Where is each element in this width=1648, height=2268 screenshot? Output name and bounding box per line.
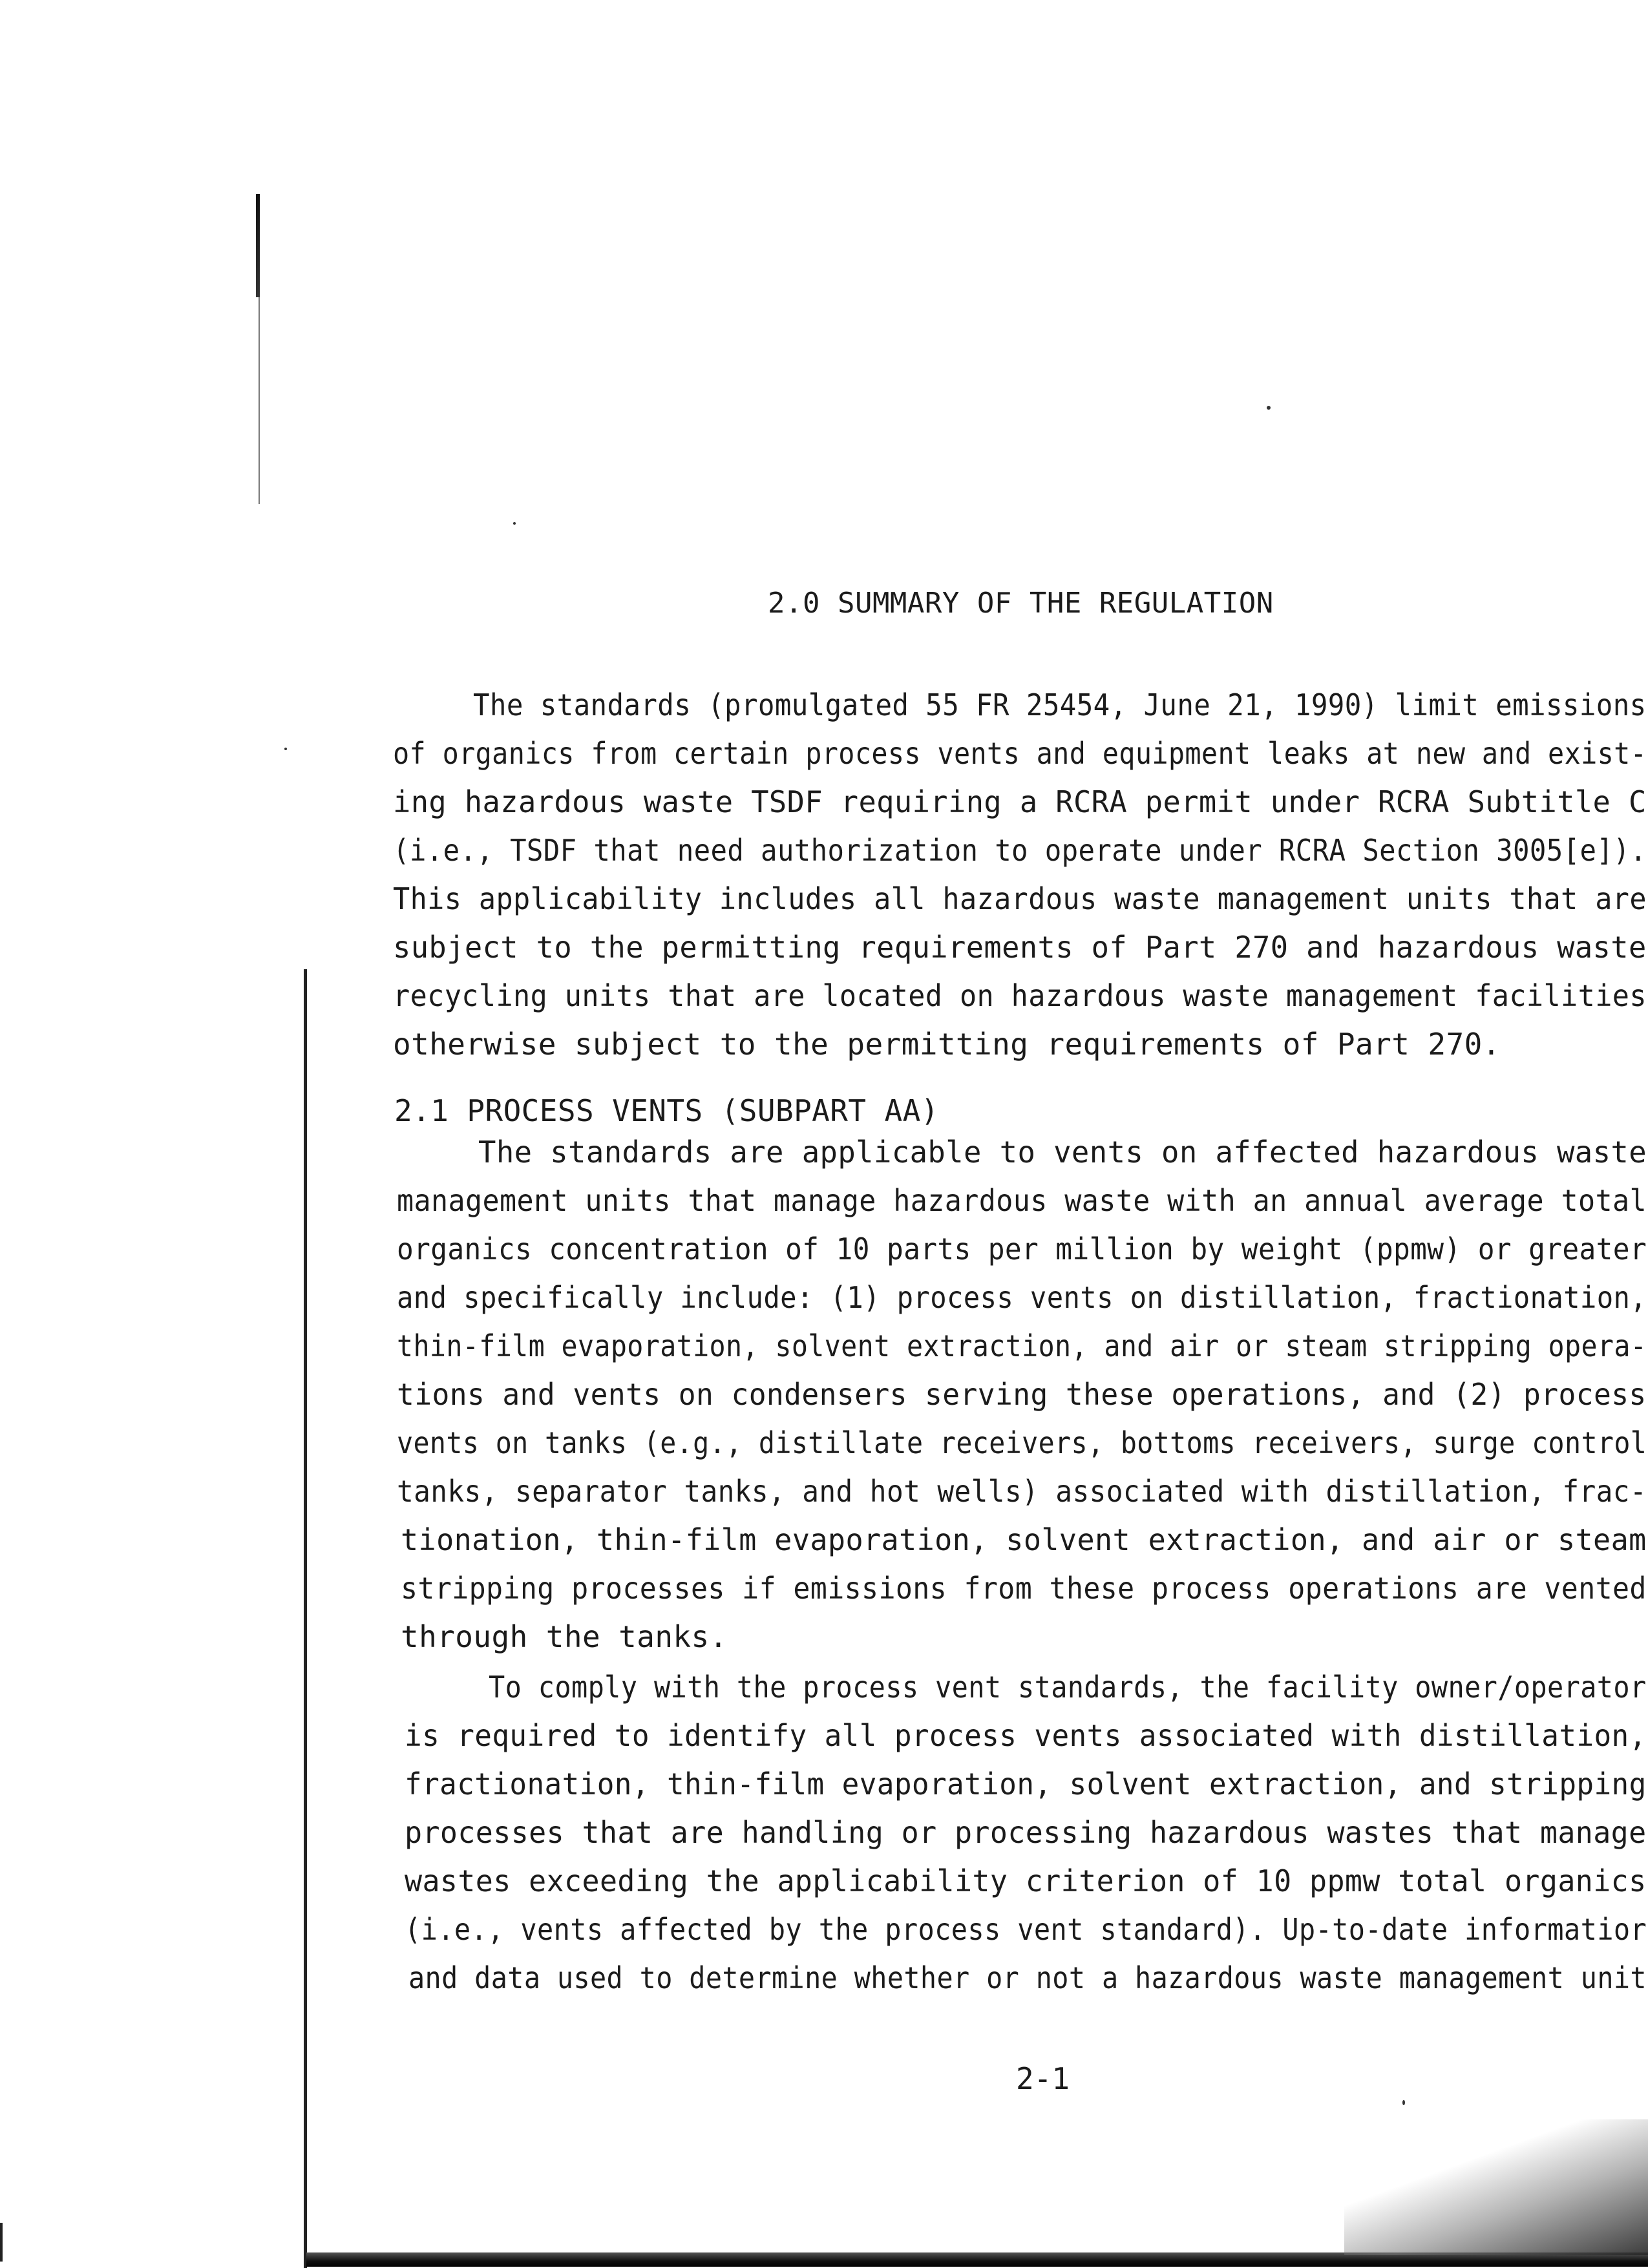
scan-speck [1402,2100,1405,2105]
text-line: The standards (promulgated 55 FR 25454, June 21, 1990) limit emissions [473,688,1647,722]
text-line: and data used to determine whether or not a hazardous waste management unit [408,1960,1647,1995]
text-line: management units that manage hazardous waste with an annual average total [397,1183,1647,1218]
text-line: through the tanks. [401,1619,728,1654]
section-title: 2.0 SUMMARY OF THE REGULATION [768,587,1274,620]
page-edge-tick [0,2223,3,2262]
text-line: tions and vents on condensers serving these operations, and (2) process [397,1377,1647,1412]
text-line: fractionation, thin-film evaporation, solvent extraction, and stripping [405,1767,1647,1801]
text-line: tanks, separator tanks, and hot wells) associated with distillation, frac- [397,1474,1647,1509]
text-line: subject to the permitting requirements of Part 270 and hazardous waste [393,930,1647,965]
text-line: organics concentration of 10 parts per million by weight (ppmw) or greater [397,1232,1647,1266]
text-line: tionation, thin-film evaporation, solvent extraction, and air or steam [401,1522,1647,1557]
text-line: (i.e., vents affected by the process vent standard). Up-to-date informatior [405,1912,1647,1947]
text-line: thin-film evaporation, solvent extraction, and air or steam stripping opera- [397,1328,1647,1363]
text-line: To comply with the process vent standards, the facility owner/operator [489,1670,1647,1705]
text-line: (i.e., TSDF that need authorization to operate under RCRA Section 3005[e]). [393,833,1647,868]
page-number: 2-1 [1016,2061,1070,2096]
page-edge-line [304,969,307,2268]
text-line: wastes exceeding the applicability criterion of 10 ppmw total organics [405,1864,1647,1898]
scan-speck [284,748,287,750]
text-line: processes that are handling or processing hazardous wastes that manage [405,1815,1647,1850]
text-line: stripping processes if emissions from these process operations are vented [401,1571,1647,1606]
text-line: and specifically include: (1) process vents on distillation, fractionation, [397,1280,1647,1315]
text-line: This applicability includes all hazardous waste management units that are [393,881,1647,916]
binding-mark-thin [259,297,260,504]
binding-mark [256,194,260,297]
text-line: is required to identify all process vents associated with distillation, [405,1718,1647,1753]
text-line: ing hazardous waste TSDF requiring a RCRA permit under RCRA Subtitle C [393,784,1647,819]
scan-speck [1267,406,1271,410]
text-line: The standards are applicable to vents on affected hazardous waste [478,1135,1647,1170]
text-line: otherwise subject to the permitting requirements of Part 270. [393,1027,1501,1062]
text-line: recycling units that are located on hazardous waste management facilities [393,978,1647,1013]
text-line: of organics from certain process vents and equipment leaks at new and exist- [393,736,1647,771]
text-line: vents on tanks (e.g., distillate receivers, bottoms receivers, surge control [397,1425,1647,1460]
subsection-title: 2.1 PROCESS VENTS (SUBPART AA) [394,1093,939,1128]
scan-speck [513,522,516,525]
scan-shadow [1344,2119,1648,2255]
